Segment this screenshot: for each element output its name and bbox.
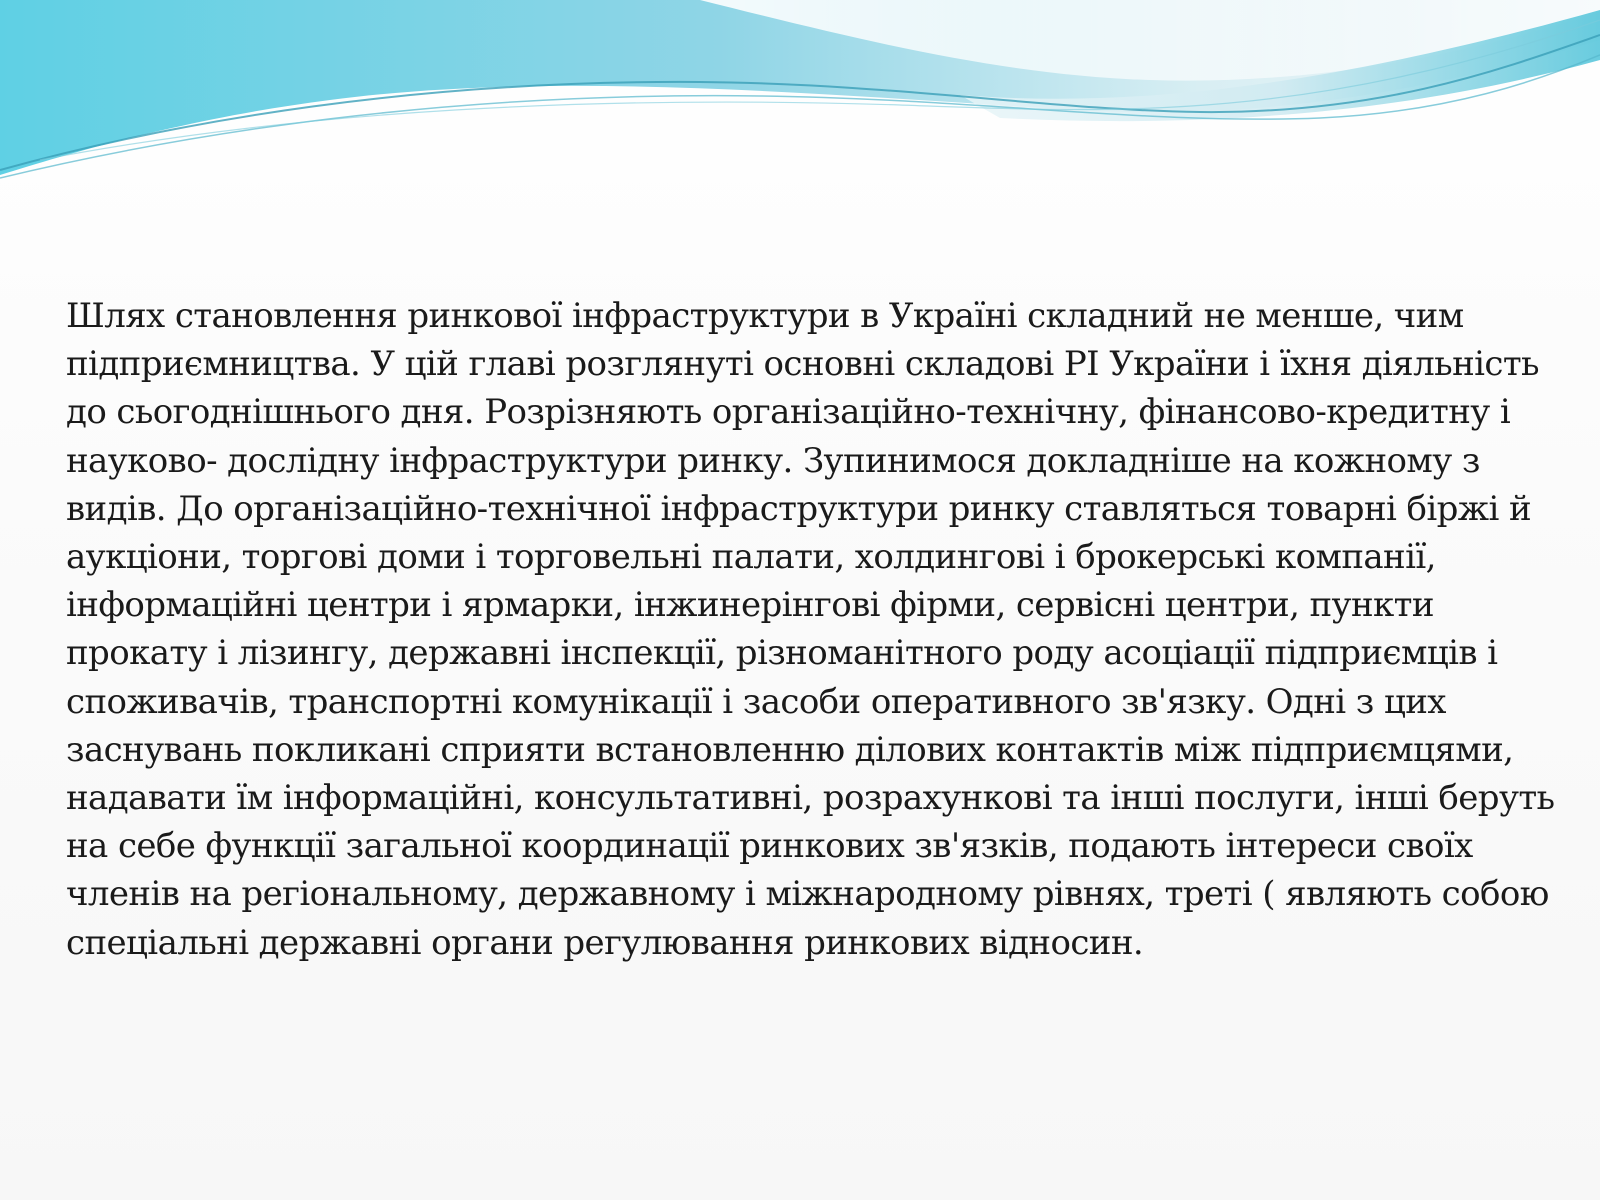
decorative-wave-header (0, 0, 1600, 200)
body-paragraph: Шлях становлення ринкової інфраструктури в Україні складний не менше, чим підприємництва. У цій главі розглянуті основні складові РІ України і їхня діяльність до сьогоднішнього дня. Розрізняють організаційно-технічну, фінансово-кредитну і науково- дослідну інфраструктури ринку. Зупинимося докладніше на кожному з видів. До організаційно-технічної інфраструктури ринку ставляться товарні біржі й аукціони, торгові доми і торговельні палати, холдингові і брокерські компанії, інформаційні центри і ярмарки, інжинерінгові фірми, сервісні центри, пункти прокату і лізингу, державні інспекції, різноманітного роду асоціації підприємців і споживачів, транспортні комунікації і засоби оперативного зв'язку. Одні з цих заснувань покликані сприяти встановленню ділових контактів між підприємцями, надавати їм інформаційні, консультативні, розрахункові та інші послуги, інші беруть на себе функції загальної координації ринкових зв'язків, подають інтереси своїх членів на регіональному, державному і міжнародному рівнях, треті ( являють собою спеціальні державні органи регулювання ринкових відносин. (66, 296, 1555, 963)
